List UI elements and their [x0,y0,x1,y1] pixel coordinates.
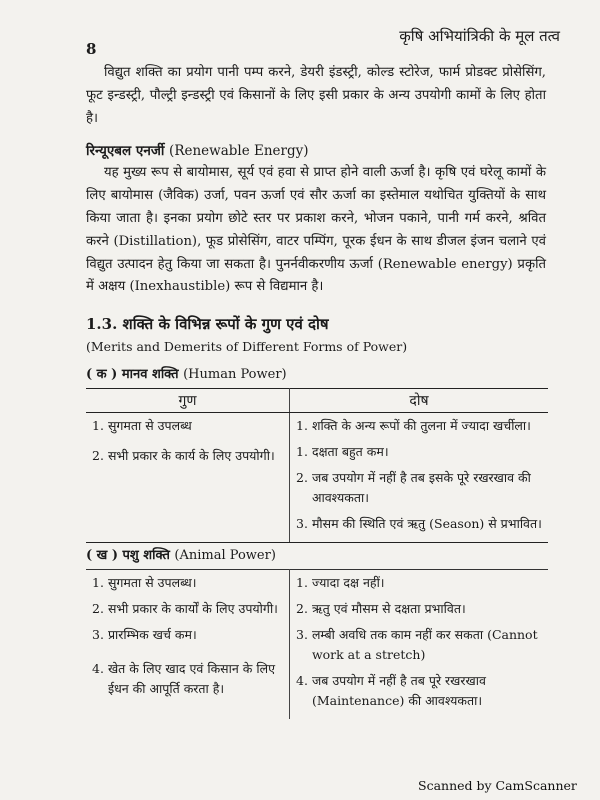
human-power-row [86,413,548,543]
list-item: 4. खेत के लिए खाद एवं किसान के लिए ईधन की आपूर्ति करता है। [92,661,275,697]
list-item: 2. जब उपयोग में नहीं है तब इसके पूरे रखरखाव की आवश्यकता। [296,470,531,506]
renewable-heading [86,140,546,162]
renewable-paragraph: यह मुख्य रूप से बायोमास, सूर्य एवं हवा से प्राप्त होने वाली ऊर्जा है। कृषि एवं घरेलू कामों के लिए बायोमास (जैविक) उर्जा, पवन ऊर्जा एवं सौर ऊर्जा का इस्तेमाल यथोचित युक्तियों के साथ किया जाता है। इनका प्रयोग छोटे स्तर पर प्रकाश करने, भोजन पकाने, पानी गर्म करने, श्रवित करने (Distillation), फूड प्रोसेसिंग, वाटर पम्पिंग, पूरक ईधन के साथ डीजल इंजन चलाने एवं विद्युत उत्पादन हेतु किया जा सकता है। पुनर्नवीकरणीय ऊर्जा (Renewable energy) प्रकृति में अक्षय (Inexhaustible) रूप से विद्यमान है। [86,165,546,295]
list-item: 1. सुगमता से उपलब्ध [92,418,192,434]
list-item: 1. सुगमता से उपलब्ध। [92,575,197,591]
animal-power-heading-row [86,543,548,570]
list-item: 4. जब उपयोग में नहीं है तब पूरे रखरखाव (Maintenance) की आवश्यकता। [296,673,486,709]
renewable-heading-hindi: रिन्यूएबल एनर्जी [86,143,165,160]
list-item: 1. शक्ति के अन्य रूपों की तुलना में ज्यादा खर्चीला। [296,418,531,434]
table-header-row [86,389,548,413]
human-power-label-english: (Human Power) [183,367,287,383]
human-demerits-cell [290,413,549,543]
animal-merits-cell [86,570,290,720]
merits-column-header: गुण [86,389,290,413]
scanner-watermark: Scanned by CamScanner [418,778,577,793]
page-content [86,62,546,719]
human-power-label-hindi: ( क ) मानव शक्ति [86,367,179,383]
renewable-heading-english: (Renewable Energy) [169,143,309,160]
list-item: 2. ऋतु एवं मौसम से दक्षता प्रभावित। [296,601,466,617]
animal-power-label-hindi: ( ख ) पशु शक्ति [86,548,170,564]
demerits-column-header: दोष [290,389,549,413]
list-item: 2. सभी प्रकार के कार्यों के लिए उपयोगी। [92,601,278,617]
list-item: 1. ज्यादा दक्ष नहीं। [296,575,385,591]
human-power-heading [86,365,546,385]
list-item: 3. मौसम की स्थिति एवं ऋतु (Season) से प्रभावित। [296,516,542,532]
animal-demerits-cell [290,570,549,720]
electric-power-paragraph: विद्युत शक्ति का प्रयोग पानी पम्प करने, डेयरी इंडस्ट्री, कोल्ड स्टोरेज, फार्म प्रोडक्ट प्रोसेसिंग, फूट इन्डस्ट्री, पौल्ट्री इन्डस्ट्री एवं किसानों के लिए इसी प्रकार के अन्य उपयोगी कामों के लिए होता है। [86,65,546,126]
human-merits-cell [86,413,290,543]
list-item: 1. दक्षता बहुत कम। [296,444,389,460]
animal-power-label-english: (Animal Power) [174,548,276,564]
list-item: 2. सभी प्रकार के कार्य के लिए उपयोगी। [92,448,275,464]
list-item: 3. प्रारम्भिक खर्च कम। [92,627,197,643]
list-item: 3. लम्बी अवधि तक काम नहीं कर सकता (Cannot work at a stretch) [296,627,538,663]
animal-power-heading [86,543,548,570]
page-number: 8 [86,40,97,58]
section-title-english: (Merits and Demerits of Different Forms of Power) [86,339,408,355]
section-title: 1.3. शक्ति के विभिन्न रूपों के गुण एवं दोष [86,315,329,334]
merits-demerits-table [86,388,548,719]
running-title: कृषि अभियांत्रिकी के मूल तत्व [399,27,560,45]
animal-power-row [86,570,548,720]
